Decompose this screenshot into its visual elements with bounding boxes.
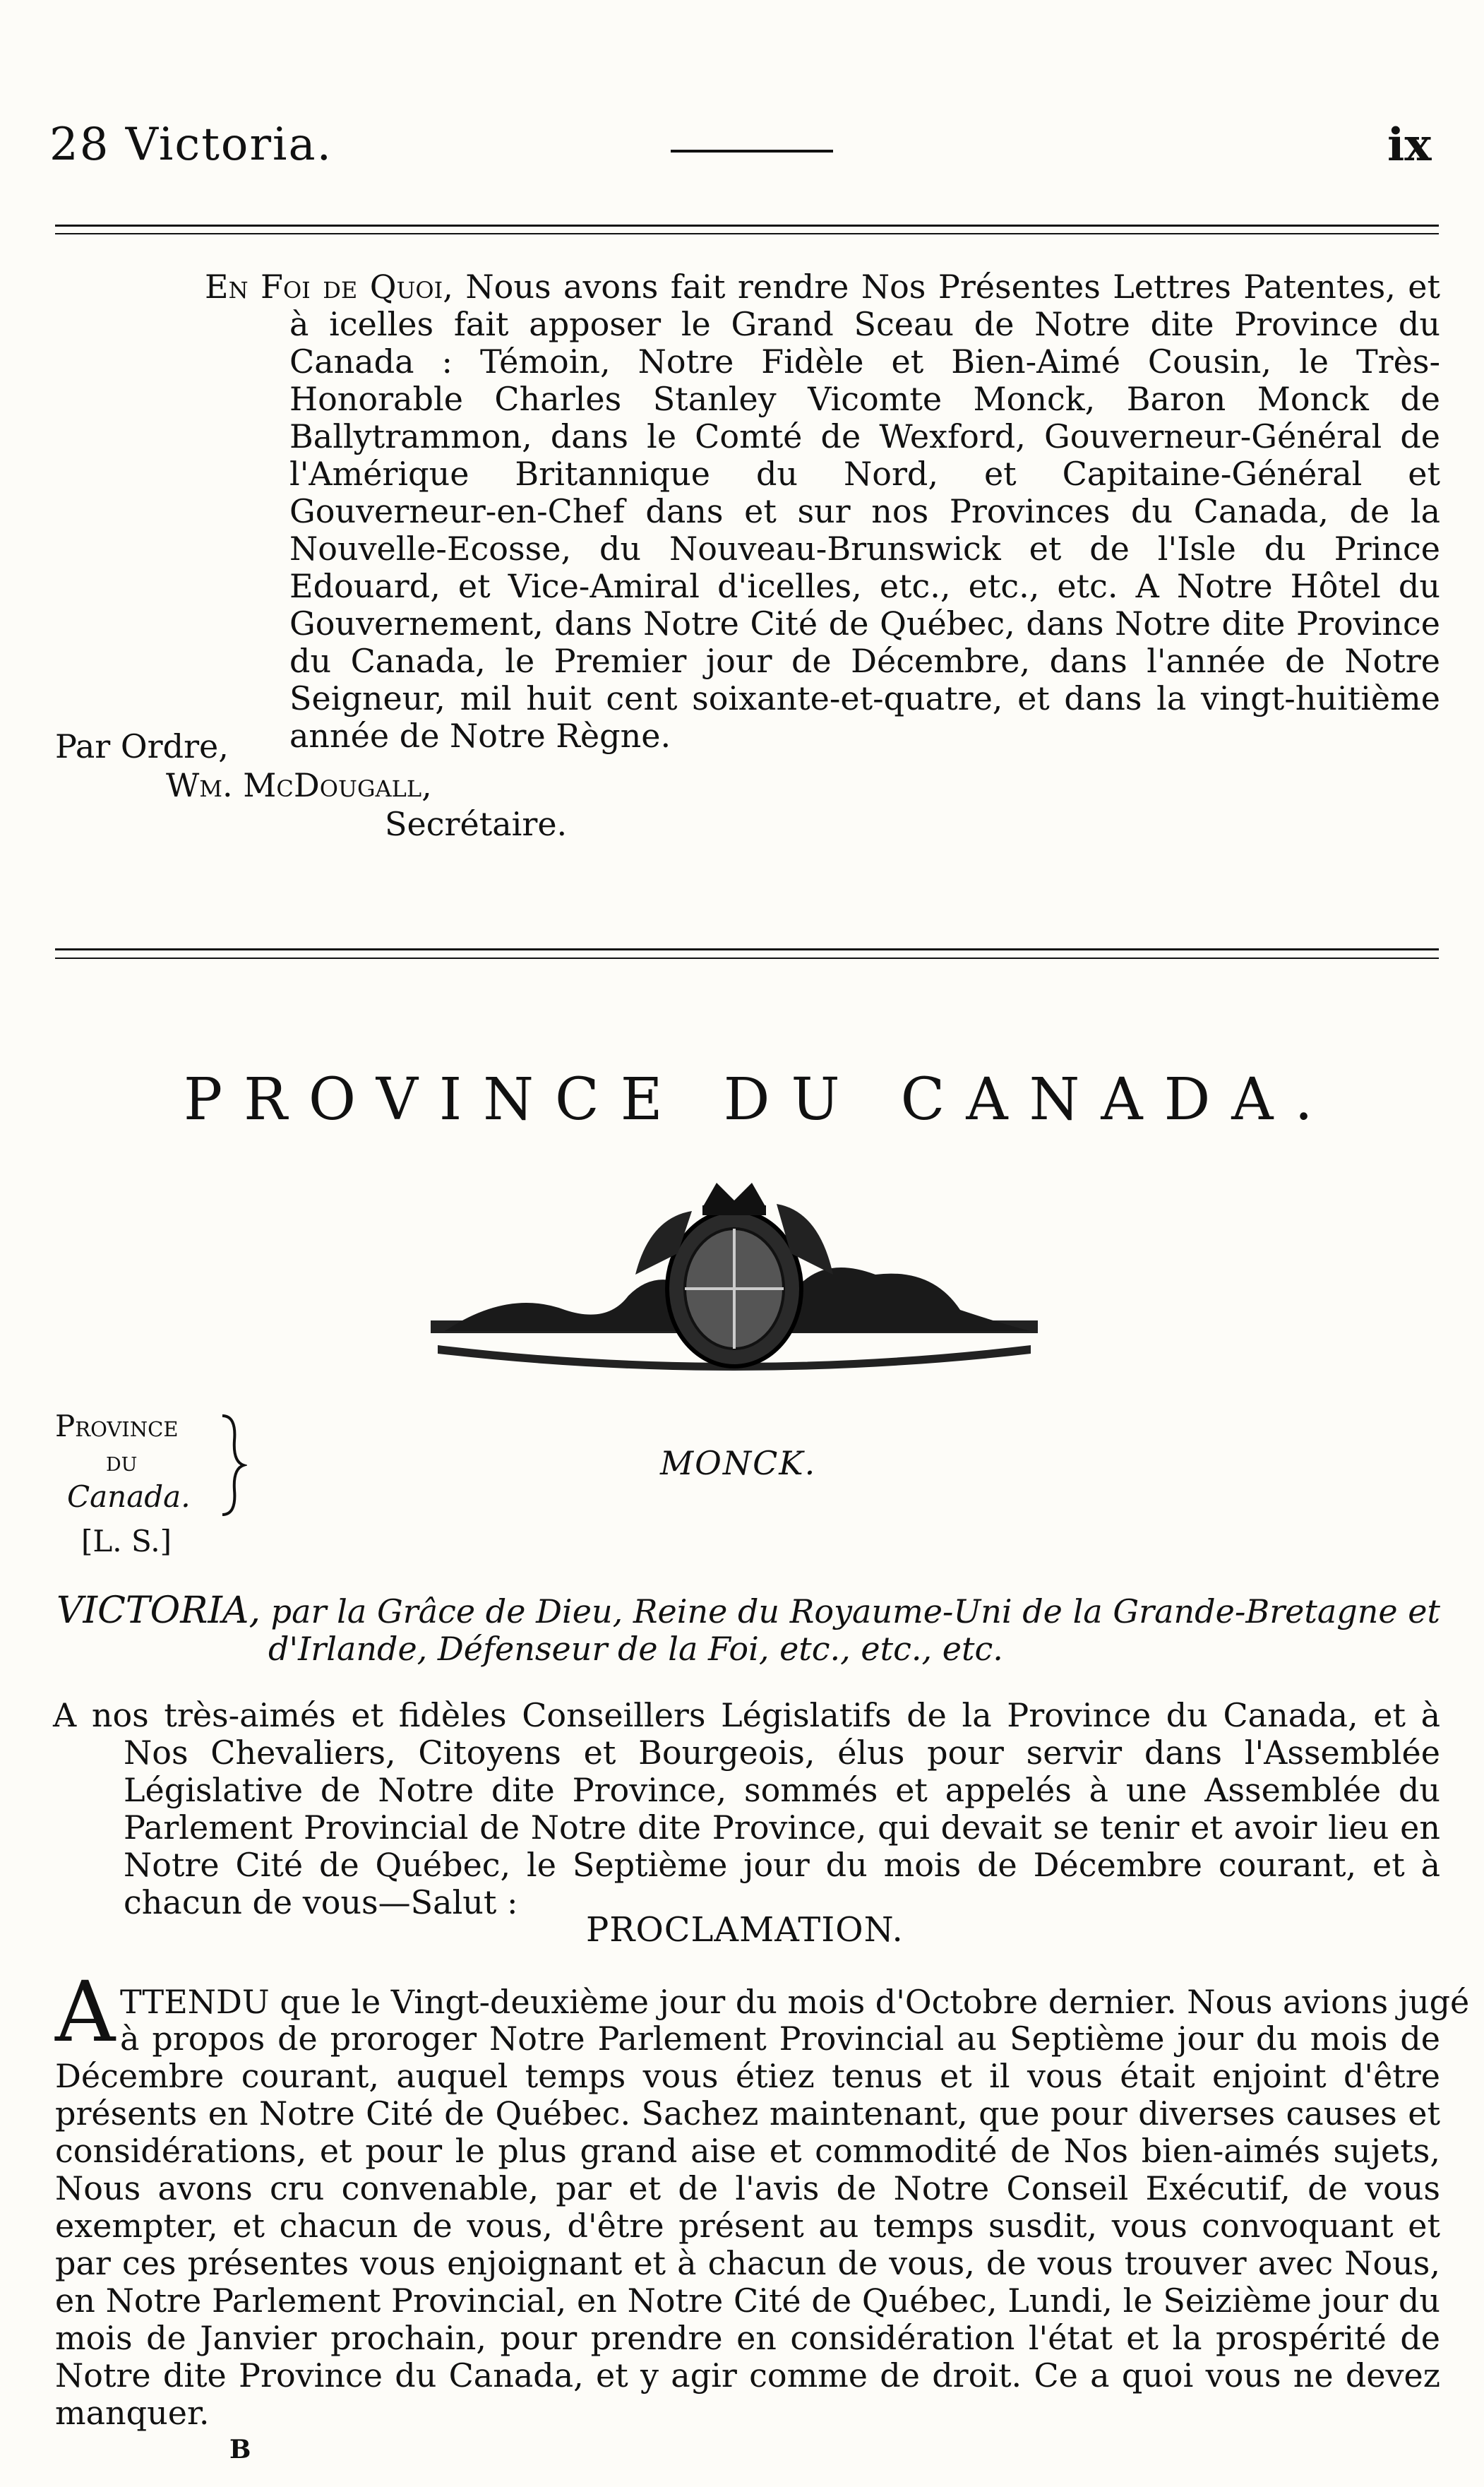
ls-seal-mark: [L. S.] (81, 1524, 172, 1558)
victoria-name: VICTORIA, (56, 1590, 261, 1632)
page-number: ix (1387, 119, 1432, 172)
victoria-titles: par la Grâce de Dieu, Reine du Royaume-Uni de la Grande-Bretagne et d'Irlande, Défenseur de la Foi, etc., etc., etc. (268, 1592, 1440, 1668)
letters-patent-text (205, 268, 1441, 755)
province-title: PROVINCE DU CANADA. (184, 1066, 1334, 1133)
signatory-name: Wm. McDougall, (166, 766, 432, 804)
proclamation-opening: TTENDU que le Vingt-deuxième jour du mois d'Octobre dernier. Nous avions jugé (120, 1983, 1470, 2021)
section-rule-bottom (55, 958, 1439, 959)
en-foi-de-quoi: En Foi de Quoi, (205, 268, 453, 306)
drop-cap: A (55, 1963, 116, 2060)
proclamation-body-text: à propos de proroger Notre Parlement Provincial au Septième jour du mois de Décembre courant, auquel temps vous étiez tenus et il vous était enjoint d'être présents en Notre Cité de Québec. Sachez maintenant, que pour diverses causes et considérations, et pour le plus grand aise et commodité de Nos bien-aimés sujets, Nous avons cru convenable, par et de l'avis de Notre Conseil Exécutif, de vous exempter, et chacun de vous, d'être présent au temps susdit, vous convoquant et par ces présentes vous enjoignant et à chacun de vous, de vous trouver avec Nous, en Notre Parlement Provincial, en Notre Cité de Québec, Lundi, le Seizième jour du mois de Janvier prochain, pour prendre en considération l'état et la prospérité de Notre dite Province du Canada, et y agir comme de droit. Ce a quoi vous ne devez manquer. (55, 2020, 1440, 2432)
header-rule-top (55, 225, 1439, 227)
signatory-role: Secrétaire. (385, 805, 568, 843)
du-label: du (106, 1446, 138, 1477)
header-dash (671, 150, 833, 153)
section-rule-top (55, 948, 1439, 950)
province-label: Province (55, 1409, 179, 1443)
address-paragraph: A nos très-aimés et fidèles Conseillers Législatifs de la Province du Canada, et à Nos Chevaliers, Citoyens et Bourgeois, élus pour servir dans l'Assemblée Législative de Notre dite Province, sommés et appelés à une Assemblée du Parlement Provincial de Notre dite Province, qui devait se tenir et avoir lieu en Notre Cité de Québec, le Septième jour du mois de Décembre courant, et à chacun de vous—Salut : (53, 1696, 1440, 1921)
proclamation-body (55, 2020, 1440, 2432)
running-header-left: 28 Victoria. (49, 119, 333, 171)
canada-label: Canada. (67, 1479, 191, 1514)
letters-patent-body: Nous avons fait rendre Nos Présentes Lettres Patentes, et à icelles fait apposer le Grand Sceau de Notre dite Province du Canada : Témoin, Notre Fidèle et Bien-Aimé Cousin, le Très-Honorable Charles Stanley Vicomte Monck, Baron Monck de Ballytrammon, dans le Comté de Wexford, Gouverneur-Général de l'Amérique Britannique du Nord, et Capitaine-Général et Gouverneur-en-Chef dans et sur nos Provinces du Canada, de la Nouvelle-Ecosse, du Nouveau-Brunswick et de l'Isle du Prince Edouard, et Vice-Amiral d'icelles, etc., etc., etc. A Notre Hôtel du Gouvernement, dans Notre Cité de Québec, dans Notre dite Province du Canada, le Premier jour de Décembre, dans l'année de Notre Seigneur, mil huit cent soixante-et-quatre, et dans la vingt-huitième année de Notre Règne. (289, 268, 1441, 755)
header-rule-bottom (55, 233, 1439, 234)
par-ordre: Par Ordre, (55, 727, 229, 765)
victoria-style (56, 1590, 1440, 1668)
proclamation-heading: PROCLAMATION. (586, 1910, 904, 1950)
signature-mark-b: B (229, 2435, 251, 2464)
royal-coat-of-arms-icon (424, 1169, 1045, 1388)
brace-icon (219, 1412, 247, 1518)
monck-signature: MONCK. (660, 1444, 817, 1482)
